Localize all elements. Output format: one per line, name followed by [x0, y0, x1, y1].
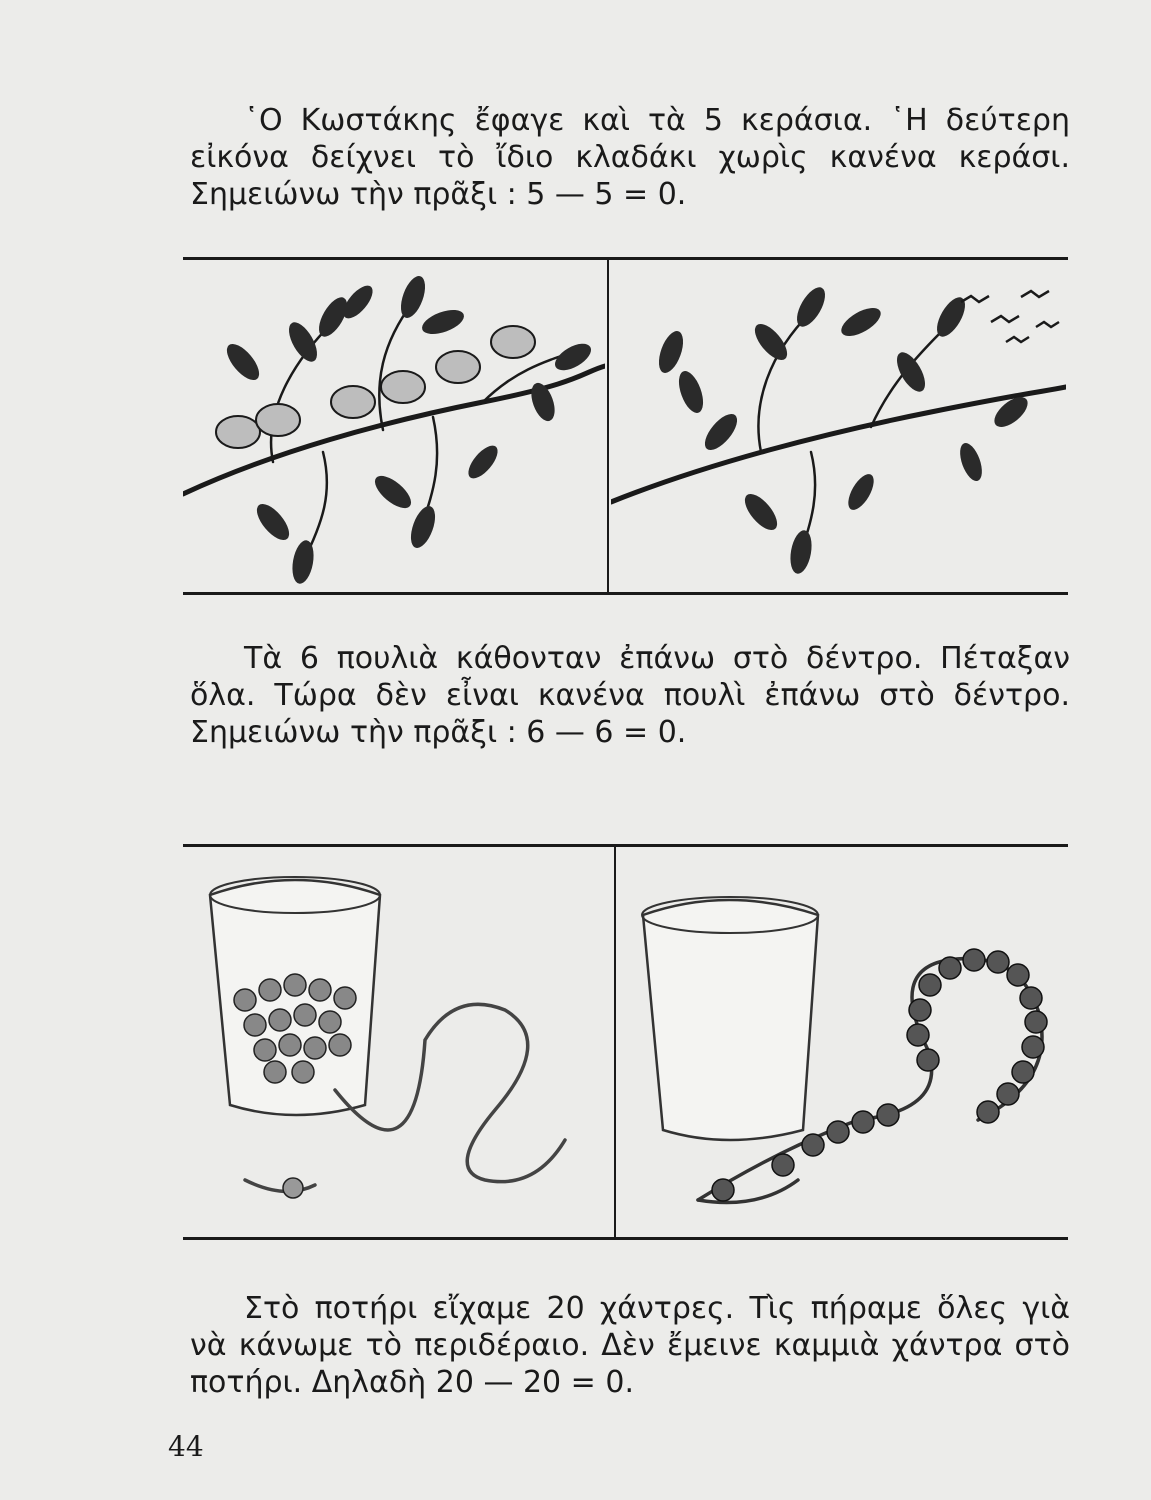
divider-birds — [607, 260, 609, 593]
paragraph-birds: Τὰ 6 πουλιὰ κάθονταν ἐπάνω στὸ δέντρο. Πέταξαν ὅλα. Τώρα δὲν εἶναι κανένα πουλὶ ἐπάνω στὸ δέντρο. Σημειώνω τὴν πρᾶξι : 6 — 6 = 0. — [190, 641, 1070, 750]
bottom-rule-beads — [183, 1237, 1068, 1240]
top-rule-birds — [183, 257, 1068, 260]
paragraph-beads: Στὸ ποτήρι εἴχαμε 20 χάντρες. Τὶς πήραμε ὅλες γιὰ νὰ κάνωμε τὸ περιδέραιο. Δὲν ἔμεινε καμμιὰ χάντρα στὸ ποτήρι. Δηλαδὴ 20 — 20 = 0. — [190, 1291, 1070, 1400]
page-number: 44 — [168, 1430, 204, 1463]
divider-beads — [614, 847, 616, 1237]
empty-glass-necklace-illustration — [618, 850, 1068, 1235]
empty-branch-illustration — [611, 262, 1066, 590]
top-rule-beads — [183, 844, 1068, 847]
birds-on-branch-illustration — [183, 262, 605, 590]
paragraph-cherries: ῾Ο Κωστάκης ἔφαγε καὶ τὰ 5 κεράσια. ῾Η δεύτερη εἰκόνα δείχνει τὸ ἴδιο κλαδάκι χωρὶς κανένα κεράσι. Σημειώνω τὴν πρᾶξι : 5 — 5 = 0. — [190, 103, 1070, 212]
glass-with-beads-illustration — [185, 850, 611, 1235]
bottom-rule-birds — [183, 592, 1068, 595]
